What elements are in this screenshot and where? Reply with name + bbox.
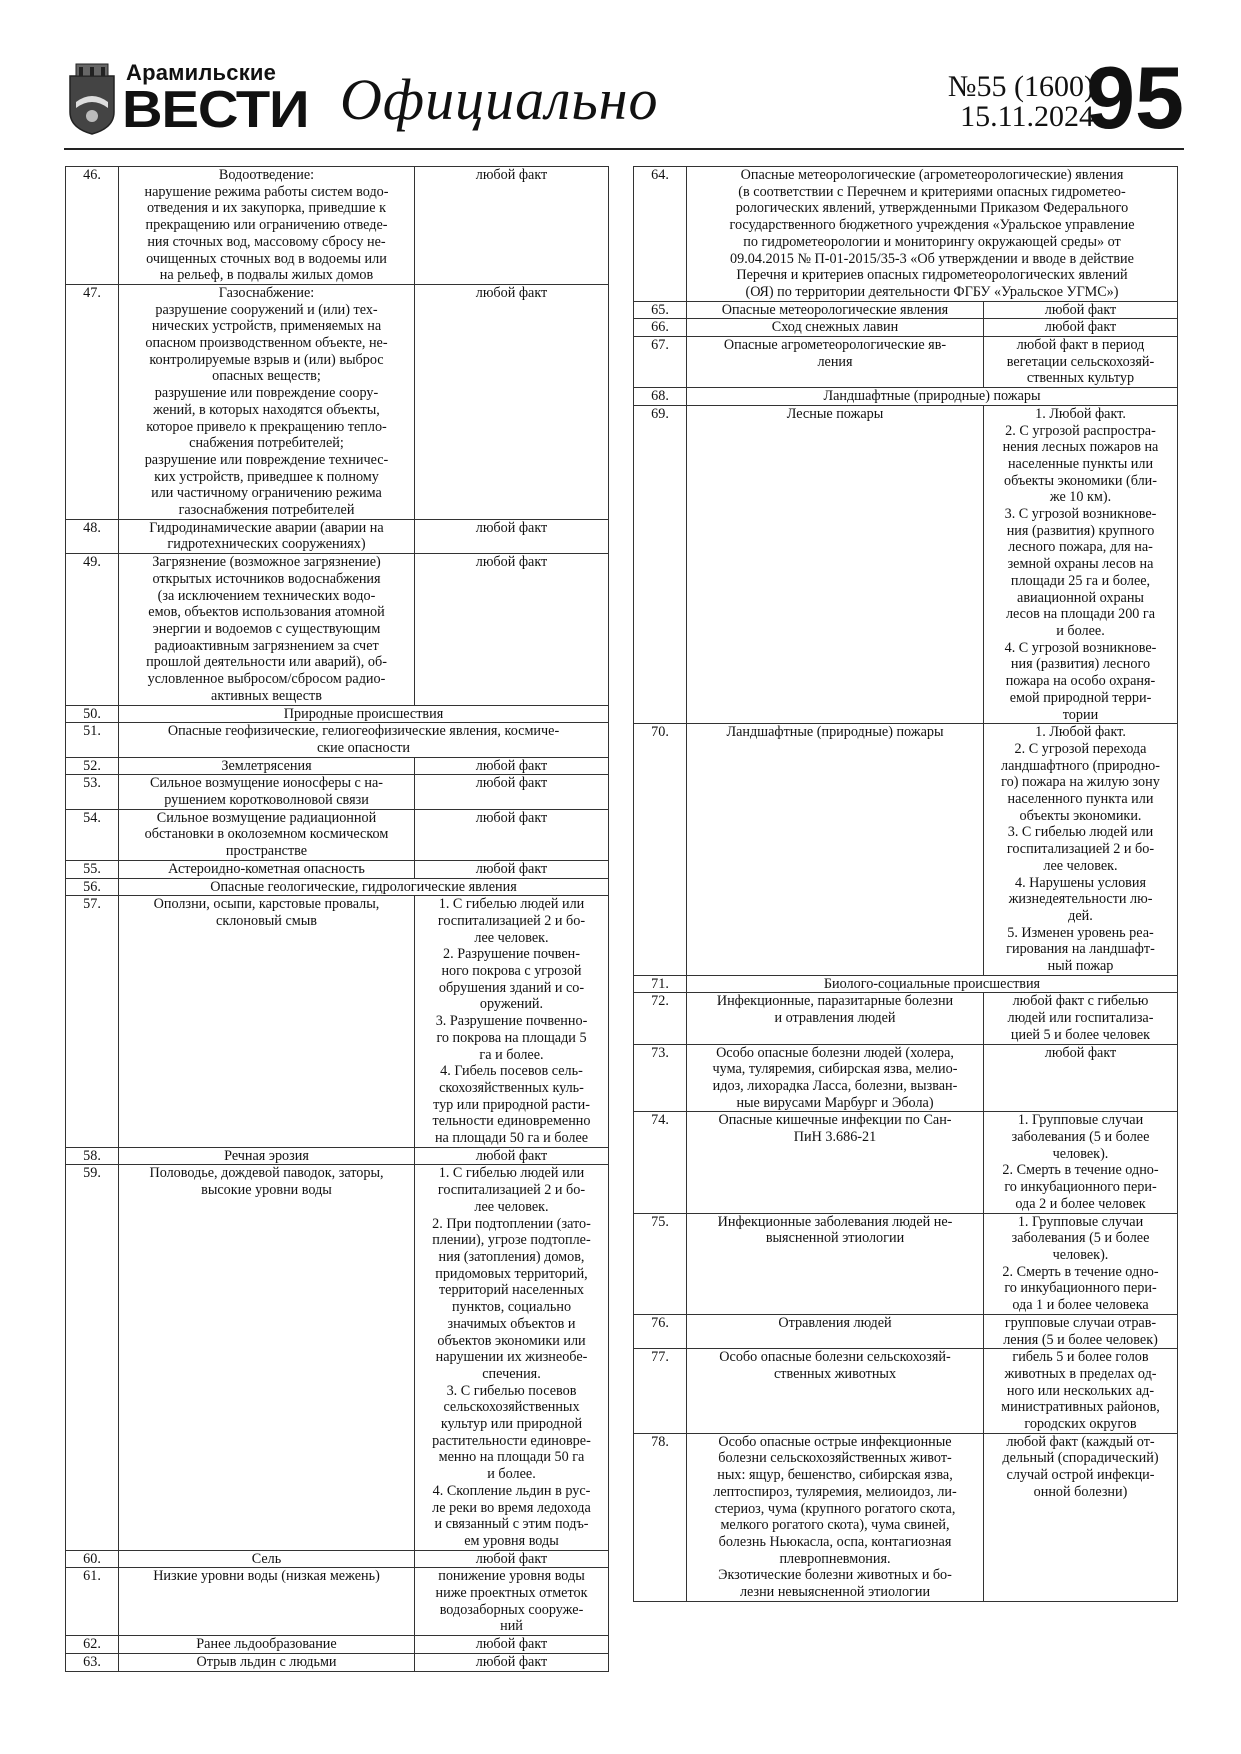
table-row [66,896,609,1148]
row-number: 66. [634,319,687,337]
event-criteria: 1. Любой факт. 2. С угрозой распростра- нения лесных пожаров на населенные пункты или объекты экономики (бли- же 10 км). 3. С угрозой возникнове- ния (развития) крупного лесного пожара, для на- земной охраны лесов на площади 25 га и более, авиационной охраны лесов на площади 200 га и более. 4. С угрозой возникнове- ния (развития) лесного пожара на особо охраня- емой природной терри- тории [984,405,1178,723]
row-number: 76. [634,1314,687,1348]
row-number: 56. [66,878,119,896]
section-heading: Опасные геологические, гидрологические явления [119,878,609,896]
table-row [66,1165,609,1550]
row-number: 48. [66,519,119,553]
table-row [66,775,609,809]
page-header [64,48,1184,148]
event-description: Ранее льдообразование [119,1636,415,1654]
row-number: 52. [66,757,119,775]
event-description: Землетрясения [119,757,415,775]
row-number: 60. [66,1550,119,1568]
table-row [634,993,1178,1044]
event-description: Особо опасные острые инфекционные болезни сельскохозяйственных живот- ных: ящур, бешенство, сибирская язва, лептоспироз, туляремия, мелиоидоз, ли- стериоз, чума (крупного рогатого скота, мелкого рогатого скота), чума свиней, болезнь Ньюкасла, оспа, контагиозная плевропневмония. Экзотические болезни животных и бо- лезни невыясненной этиологии [687,1433,984,1601]
row-number: 51. [66,723,119,757]
table-row [66,284,609,519]
event-criteria: 1. Групповые случаи заболевания (5 и более человек). 2. Смерть в течение одно- го инкубационного пери- ода 2 и более человек [984,1112,1178,1213]
table-row [634,1349,1178,1434]
event-criteria: любой факт [415,1636,609,1654]
event-description: Газоснабжение: разрушение сооружений и (или) тех- нических устройств, применяемых на опасном производственном объекте, не- контролируемые взрыв и (или) выброс опасных веществ; разрушение или повреждение соору- жений, в которых находятся объекты, которое привело к прекращению тепло- снабжения потребителей; разрушение или повреждение техничес- ких устройств, приведшее к полному или частичному ограничению режима газоснабжения потребителей [119,284,415,519]
table-row [634,1044,1178,1112]
event-description: Сель [119,1550,415,1568]
table-row [66,757,609,775]
table-row [634,167,1178,302]
event-description: Половодье, дождевой паводок, заторы, высокие уровни воды [119,1165,415,1550]
table-row [66,1550,609,1568]
event-criteria: 1. С гибелью людей или госпитализацией 2 и бо- лее человек. 2. Разрушение почвен- ного покрова с угрозой обрушения зданий и со- оружений. 3. Разрушение почвенно- го покрова на площади 5 га и более. 4. Гибель посевов сель- скохозяйственных куль- тур или природной расти- тельности единовременно на площади 50 га и более [415,896,609,1148]
logo-big-text: ВЕСТИ [122,81,309,139]
left-table [65,166,609,1672]
row-number: 75. [634,1213,687,1314]
section-heading: Опасные геофизические, гелиогеофизические явления, космиче- ские опасности [119,723,609,757]
event-criteria: любой факт (каждый от- дельный (спорадический) случай острой инфекци- онной болезни) [984,1433,1178,1601]
table-row [66,167,609,285]
section-title: Официально [340,67,659,132]
section-heading: Природные происшествия [119,705,609,723]
event-criteria: любой факт [415,757,609,775]
table-row [66,1636,609,1654]
event-criteria: гибель 5 и более голов животных в пределах од- ного или нескольких ад- министративных районов, городских округов [984,1349,1178,1434]
event-criteria: любой факт [415,167,609,285]
table-row [66,1653,609,1671]
event-description: Инфекционные, паразитарные болезни и отравления людей [687,993,984,1044]
row-number: 69. [634,405,687,723]
section-heading: Опасные метеорологические (агрометеорологические) явления (в соответствии с Перечнем и критериями опасных гидрометео- рологических явлений, утвержденными Приказом Федерального государственного бюджетного учреждения «Уральское управление по гидрометеорологии и мониторингу окружающей среды» от 09.04.2015 № П-01-2015/35-3 «Об утверждении и вводе в действие Перечня и критериев опасных гидрометеорологических явлений (ОЯ) по территории деятельности ФГБУ «Уральское УГМС») [687,167,1178,302]
row-number: 57. [66,896,119,1148]
event-description: Сход снежных лавин [687,319,984,337]
header-rule [64,148,1184,150]
table-row [634,1213,1178,1314]
table-row [66,1147,609,1165]
event-description: Сильное возмущение радиационной обстановки в околоземном космическом пространстве [119,809,415,860]
section-heading: Ландшафтные (природные) пожары [687,388,1178,406]
event-criteria: любой факт [415,809,609,860]
event-description: Опасные агрометеорологические яв- ления [687,337,984,388]
issue-number: №55 (1600) [947,70,1094,103]
row-number: 55. [66,860,119,878]
event-criteria: любой факт [984,301,1178,319]
table-row [634,975,1178,993]
event-description: Особо опасные болезни сельскохозяй- ственных животных [687,1349,984,1434]
event-criteria: понижение уровня воды ниже проектных отметок водозаборных сооруже- ний [415,1568,609,1636]
event-criteria: любой факт [415,775,609,809]
table-row [66,1568,609,1636]
table-row [66,705,609,723]
row-number: 74. [634,1112,687,1213]
event-description: Ландшафтные (природные) пожары [687,724,984,976]
event-criteria: любой факт [415,1550,609,1568]
table-row [634,405,1178,723]
table-row [66,519,609,553]
logo-small-text: Арамильские [126,60,277,85]
event-description: Отрыв льдин с людьми [119,1653,415,1671]
event-criteria: любой факт с гибелью людей или госпитализа- цией 5 и более человек [984,993,1178,1044]
event-criteria: 1. Групповые случаи заболевания (5 и более человек). 2. Смерть в течение одно- го инкубационного пери- ода 1 и более человека [984,1213,1178,1314]
town-crest-icon [66,62,118,136]
table-row [634,1433,1178,1601]
row-number: 73. [634,1044,687,1112]
row-number: 72. [634,993,687,1044]
row-number: 78. [634,1433,687,1601]
event-description: Сильное возмущение ионосферы с на- рушением коротковолновой связи [119,775,415,809]
row-number: 62. [66,1636,119,1654]
event-description: Опасные кишечные инфекции по Сан- ПиН 3.686-21 [687,1112,984,1213]
event-criteria: любой факт [984,319,1178,337]
row-number: 68. [634,388,687,406]
section-heading: Биолого-социальные происшествия [687,975,1178,993]
table-row [66,860,609,878]
event-criteria: любой факт [415,554,609,705]
event-criteria: 1. Любой факт. 2. С угрозой перехода ландшафтного (природно- го) пожара на жилую зону населенного пункта или объекты экономики. 3. С гибелью людей или госпитализацией 2 и бо- лее человек. 4. Нарушены условия жизнедеятельности лю- дей. 5. Изменен уровень реа- гирования на ландшафт- ный пожар [984,724,1178,976]
row-number: 47. [66,284,119,519]
table-row [66,554,609,705]
event-criteria: любой факт в период вегетации сельскохозяй- ственных культур [984,337,1178,388]
row-number: 53. [66,775,119,809]
row-number: 58. [66,1147,119,1165]
table-row [66,723,609,757]
event-description: Водоотведение: нарушение режима работы систем водо- отведения и их закупорка, приведшие к прекращению или ограничению отведе- ния сточных вод, массовому сбросу не- очищенных сточных вод в водоемы или на рельеф, в подвалы жилых домов [119,167,415,285]
issue-info [884,72,1094,132]
event-criteria: 1. С гибелью людей или госпитализацией 2 и бо- лее человек. 2. При подтоплении (зато- плении), угрозе подтопле- ния (затопления) домов, придомовых территорий, территорий населенных пунктов, социально значимых объектов и объектов экономики или нарушении их жизнеобе- спечения. 3. С гибелью посевов сельскохозяйственных культур или природной растительности единовре- менно на площади 50 га и более. 4. Скопление льдин в рус- ле реки во время ледохода и связанный с этим подъ- ем уровня воды [415,1165,609,1550]
row-number: 61. [66,1568,119,1636]
row-number: 65. [634,301,687,319]
table-row [66,878,609,896]
row-number: 49. [66,554,119,705]
row-number: 71. [634,975,687,993]
table-row [634,337,1178,388]
event-description: Речная эрозия [119,1147,415,1165]
event-description: Опасные метеорологические явления [687,301,984,319]
event-description: Низкие уровни воды (низкая межень) [119,1568,415,1636]
event-description: Отравления людей [687,1314,984,1348]
row-number: 46. [66,167,119,285]
event-description: Инфекционные заболевания людей не- выясненной этиологии [687,1213,984,1314]
event-criteria: групповые случаи отрав- ления (5 и более человек) [984,1314,1178,1348]
row-number: 67. [634,337,687,388]
issue-date: 15.11.2024 [960,100,1094,133]
row-number: 64. [634,167,687,302]
row-number: 54. [66,809,119,860]
row-number: 50. [66,705,119,723]
event-criteria: любой факт [415,284,609,519]
table-row [634,388,1178,406]
event-description: Астероидно-кометная опасность [119,860,415,878]
event-criteria: любой факт [415,860,609,878]
page-number: 95 [1086,48,1184,147]
event-description: Загрязнение (возможное загрязнение) открытых источников водоснабжения (за исключением технических водо- емов, объектов использования атомной энергии и водоемов с существующим радиоактивным загрязнением за счет прошлой деятельности или аварий), об- условленное выбросом/сбросом радио- активных веществ [119,554,415,705]
row-number: 70. [634,724,687,976]
table-row [634,724,1178,976]
event-description: Особо опасные болезни людей (холера, чума, туляремия, сибирская язва, мелио- идоз, лихорадка Ласса, болезни, вызван- ные вирусами Марбург и Эбола) [687,1044,984,1112]
row-number: 77. [634,1349,687,1434]
event-criteria: любой факт [415,519,609,553]
event-criteria: любой факт [415,1147,609,1165]
row-number: 59. [66,1165,119,1550]
table-row [634,301,1178,319]
row-number: 63. [66,1653,119,1671]
table-row [634,1314,1178,1348]
table-row [66,809,609,860]
event-criteria: любой факт [984,1044,1178,1112]
event-description: Лесные пожары [687,405,984,723]
event-criteria: любой факт [415,1653,609,1671]
table-row [634,1112,1178,1213]
table-row [634,319,1178,337]
newspaper-logo [64,58,309,140]
right-table [633,166,1178,1602]
event-description: Оползни, осыпи, карстовые провалы, склоновый смыв [119,896,415,1148]
event-description: Гидродинамические аварии (аварии на гидротехнических сооружениях) [119,519,415,553]
